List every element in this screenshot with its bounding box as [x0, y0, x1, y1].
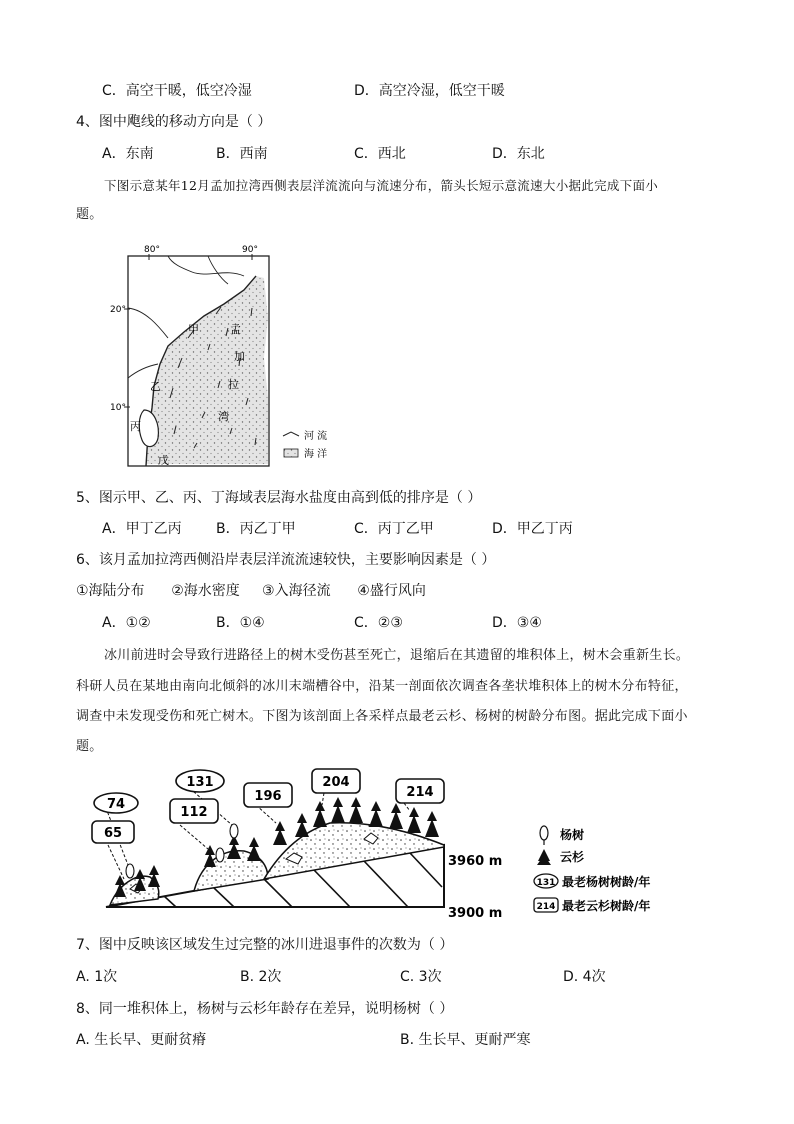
- spruce-age-value: 65: [103, 826, 123, 841]
- bay-of-bengal-map: [108, 238, 370, 472]
- label-la: 拉: [228, 378, 239, 391]
- q3-option-c: C．高空干暖，低空冷湿: [102, 83, 252, 99]
- label-meng: 孟: [230, 323, 241, 336]
- legend-poplar-icon: [540, 826, 548, 840]
- legend-ocean-label: 海 洋: [304, 449, 328, 460]
- q4-option-c: C．西北: [354, 146, 406, 162]
- elevation-bottom-label: 3900 m: [448, 906, 503, 921]
- label-bing: 丙: [130, 420, 141, 433]
- intro2-line4: 题。: [76, 739, 103, 754]
- legend-river-label: 河 流: [304, 431, 328, 442]
- legend-ocean-symbol: [284, 449, 298, 457]
- intro2-line3: 调查中未发现受伤和死亡树木。下图为该剖面上各采样点最老云杉、杨树的树龄分布图。据此完成下面小: [76, 709, 688, 724]
- lat-label-20: 20°: [110, 305, 126, 315]
- spruce-age-value: 204: [322, 775, 350, 790]
- q7-option-d: D. 4次: [563, 969, 606, 985]
- intro1-line1: 下图示意某年12月孟加拉湾西侧表层洋流流向与流速分布，箭头长短示意流速大小据此完成下面小: [104, 178, 659, 193]
- q4-option-a: A．东南: [102, 146, 154, 162]
- legend-spruce-label: 云杉: [560, 850, 585, 864]
- q4-option-d: D．东北: [492, 146, 545, 162]
- q6-option-d: D．③④: [492, 615, 542, 631]
- q5-option-a: A．甲丁乙丙: [102, 521, 182, 537]
- q7-stem: 7、图中反映该区域发生过完整的冰川进退事件的次数为（ ）: [76, 937, 454, 953]
- q6-option-c: C．②③: [354, 615, 403, 631]
- q8-option-b: B. 生长早、更耐严寒: [400, 1032, 531, 1048]
- legend-river-symbol: [283, 432, 299, 436]
- legend-poplar-label: 杨树: [560, 828, 585, 842]
- q6-option-b: B．①④: [216, 615, 265, 631]
- lon-label-80: 80°: [144, 245, 160, 255]
- legend-poplar-age-sample: 131: [536, 878, 556, 888]
- moraine-profile-figure: [84, 765, 674, 923]
- poplar-age-value: 74: [106, 797, 126, 812]
- q6-choices: ①海陆分布 ②海水密度 ③入海径流 ④盛行风向: [76, 583, 426, 599]
- label-wu: 戊: [158, 454, 169, 467]
- q8-option-a: A. 生长早、更耐贫瘠: [76, 1032, 207, 1048]
- q5-option-c: C．丙丁乙甲: [354, 521, 434, 537]
- q7-option-a: A. 1次: [76, 969, 118, 985]
- q5-option-b: B．丙乙丁甲: [216, 521, 296, 537]
- intro2-line1: 冰川前进时会导致行进路径上的树木受伤甚至死亡，退缩后在其遗留的堆积体上，树木会重新生长。: [104, 648, 690, 663]
- legend-spruce-age-label: 最老云杉树龄/年: [562, 899, 651, 913]
- q7-option-c: C. 3次: [400, 969, 442, 985]
- spruce-age-value: 196: [254, 789, 282, 804]
- q5-stem: 5、图示甲、乙、丙、丁海域表层海水盐度由高到低的排序是（ ）: [76, 490, 482, 506]
- river-line: [128, 308, 168, 338]
- q7-option-b: B. 2次: [240, 969, 282, 985]
- river-line: [128, 364, 158, 378]
- lat-label-10: 10°: [110, 403, 126, 413]
- intro2-line2: 科研人员在某地由南向北倾斜的冰川末端槽谷中，沿某一剖面依次调查各垄状堆积体上的树木分布特征，: [76, 679, 688, 694]
- intro1-line2: 题。: [76, 207, 103, 222]
- legend-spruce-icon: [537, 849, 551, 865]
- label-jia2: 加: [234, 350, 245, 363]
- spruce-age-value: 112: [180, 805, 208, 820]
- q6-option-a: A．①②: [102, 615, 151, 631]
- spruce-age-value: 214: [406, 785, 434, 800]
- lon-label-90: 90°: [242, 245, 258, 255]
- legend-poplar-age-label: 最老杨树树龄/年: [562, 875, 651, 889]
- q5-option-d: D．甲乙丁丙: [492, 521, 573, 537]
- q8-stem: 8、同一堆积体上，杨树与云杉年龄存在差异，说明杨树（ ）: [76, 1001, 454, 1017]
- legend-spruce-age-sample: 214: [536, 902, 556, 912]
- q6-stem: 6、该月孟加拉湾西侧沿岸表层洋流流速较快，主要影响因素是（ ）: [76, 552, 496, 568]
- river-line: [168, 256, 244, 276]
- label-wan: 湾: [218, 410, 229, 423]
- label-jia: 甲: [188, 323, 199, 336]
- q4-stem: 4、图中飑线的移动方向是（ ）: [76, 114, 272, 130]
- q4-option-b: B．西南: [216, 146, 268, 162]
- poplar-age-value: 131: [186, 775, 214, 790]
- ocean-area: [146, 276, 268, 464]
- elevation-top-label: 3960 m: [448, 854, 503, 869]
- river-line: [208, 256, 228, 284]
- label-yi: 乙: [150, 380, 161, 393]
- q3-option-d: D．高空冷湿，低空干暖: [354, 83, 505, 99]
